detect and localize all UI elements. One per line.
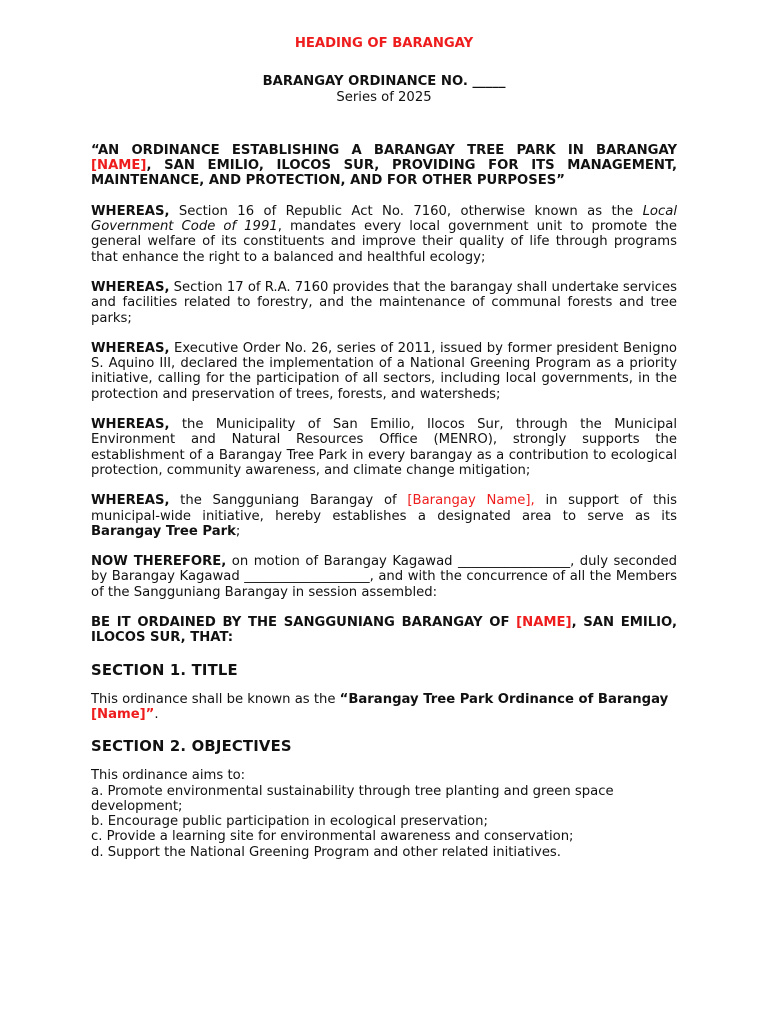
- whereas-1-text-after: , mandates every local government unit to promote the general welfare of its constituents and improve their quality of life through programs that enhance the right to a balanced and healthful ecology;: [91, 219, 677, 265]
- ordinance-series: Series of 2025: [336, 89, 432, 105]
- now-therefore-label: NOW THEREFORE,: [91, 554, 227, 570]
- ordinance-title-part1: “AN ORDINANCE ESTABLISHING A BARANGAY TREE PARK IN BARANGAY: [91, 142, 677, 158]
- section-1-text-before: This ordinance shall be known as the: [91, 691, 340, 707]
- section-1-bold-title: “Barangay Tree Park Ordinance of Barangay: [339, 691, 669, 707]
- whereas-clause-4: [91, 417, 677, 478]
- list-item: c. Provide a learning site for environmental awareness and conservation;: [91, 829, 574, 845]
- whereas-5-bold: Barangay Tree Park: [91, 523, 236, 539]
- whereas-4-text: the Municipality of San Emilio, Ilocos Sur, through the Municipal Environment and Natural Resources Office (MENRO), strongly supports the establishment of a Barangay Tree Park in every barangay as a contribution to ecological protection, community awareness, and climate change mitigation;: [91, 417, 677, 478]
- ordinance-title: [91, 143, 677, 189]
- whereas-2-text: Section 17 of R.A. 7160 provides that the barangay shall undertake services and facilities related to forestry, and the maintenance of communal forests and tree parks;: [91, 279, 677, 326]
- ordained-before: BE IT ORDAINED BY THE SANGGUNIANG BARANGAY OF: [91, 615, 517, 631]
- whereas-clause-1: [91, 204, 677, 265]
- list-item: b. Encourage public participation in ecological preservation;: [91, 814, 488, 830]
- whereas-1-italic: Local Government Code of 1991: [91, 203, 677, 235]
- ordinance-title-part2: , SAN EMILIO, ILOCOS SUR, PROVIDING FOR ITS MANAGEMENT, MAINTENANCE, AND PROTECTION, AND FOR OTHER PURPOSES”: [91, 158, 677, 189]
- barangay-heading: HEADING OF BARANGAY: [294, 36, 474, 51]
- whereas-label: WHEREAS,: [91, 493, 170, 509]
- section-1-text-after: .: [154, 706, 159, 722]
- whereas-5-barangay-name-placeholder: [Barangay Name],: [407, 493, 535, 509]
- section-1-title: SECTION 1. TITLE: [91, 661, 238, 679]
- whereas-clause-2: [91, 280, 677, 326]
- ordained-clause: [91, 615, 677, 646]
- list-item: a. Promote environmental sustainability through tree planting and green space development;: [91, 783, 614, 814]
- objectives-list: [91, 784, 677, 860]
- whereas-5-text-after: ;: [235, 523, 241, 539]
- ordinance-number: BARANGAY ORDINANCE NO. _____: [262, 74, 506, 90]
- section-2-body: [91, 768, 677, 860]
- now-therefore-text: on motion of Barangay Kagawad _________________, duly seconded by Barangay Kagawad ___________________, and with the concurrence of all the Members of the Sangguniang Barangay in session assembled:: [91, 554, 678, 600]
- list-item: d. Support the National Greening Program and other related initiatives.: [91, 844, 561, 860]
- section-2-title: SECTION 2. OBJECTIVES: [91, 738, 292, 756]
- whereas-label: WHEREAS,: [91, 340, 170, 356]
- whereas-1-text-before: Section 16 of Republic Act No. 7160, otherwise known as the: [169, 203, 643, 219]
- ordained-after: , SAN EMILIO, ILOCOS SUR, THAT:: [91, 615, 677, 646]
- whereas-label: WHEREAS,: [91, 279, 170, 295]
- now-therefore-clause: [91, 554, 677, 600]
- ordained-name-placeholder: [NAME]: [516, 615, 572, 631]
- whereas-clause-3: [91, 341, 677, 402]
- whereas-label: WHEREAS,: [91, 417, 170, 433]
- whereas-5-text-before: the Sangguniang Barangay of: [169, 493, 408, 509]
- whereas-clause-5: [91, 493, 677, 539]
- section-2-intro: This ordinance aims to:: [91, 768, 246, 784]
- section-1-body: [91, 692, 677, 723]
- whereas-5-text-middle: in support of this municipal-wide initiative, hereby establishes a designated area to serve as its: [91, 493, 678, 524]
- section-1-name-placeholder: [Name]”: [91, 706, 155, 722]
- whereas-label: WHEREAS,: [91, 203, 170, 219]
- ordinance-title-name-placeholder: [NAME]: [91, 158, 147, 174]
- whereas-3-text: Executive Order No. 26, series of 2011, issued by former president Benigno S. Aquino III, declared the implementation of a National Greening Program as a priority initiative, calling for the participation of all sectors, including local governments, in the protection and preservation of trees, forests, and watersheds;: [91, 340, 677, 402]
